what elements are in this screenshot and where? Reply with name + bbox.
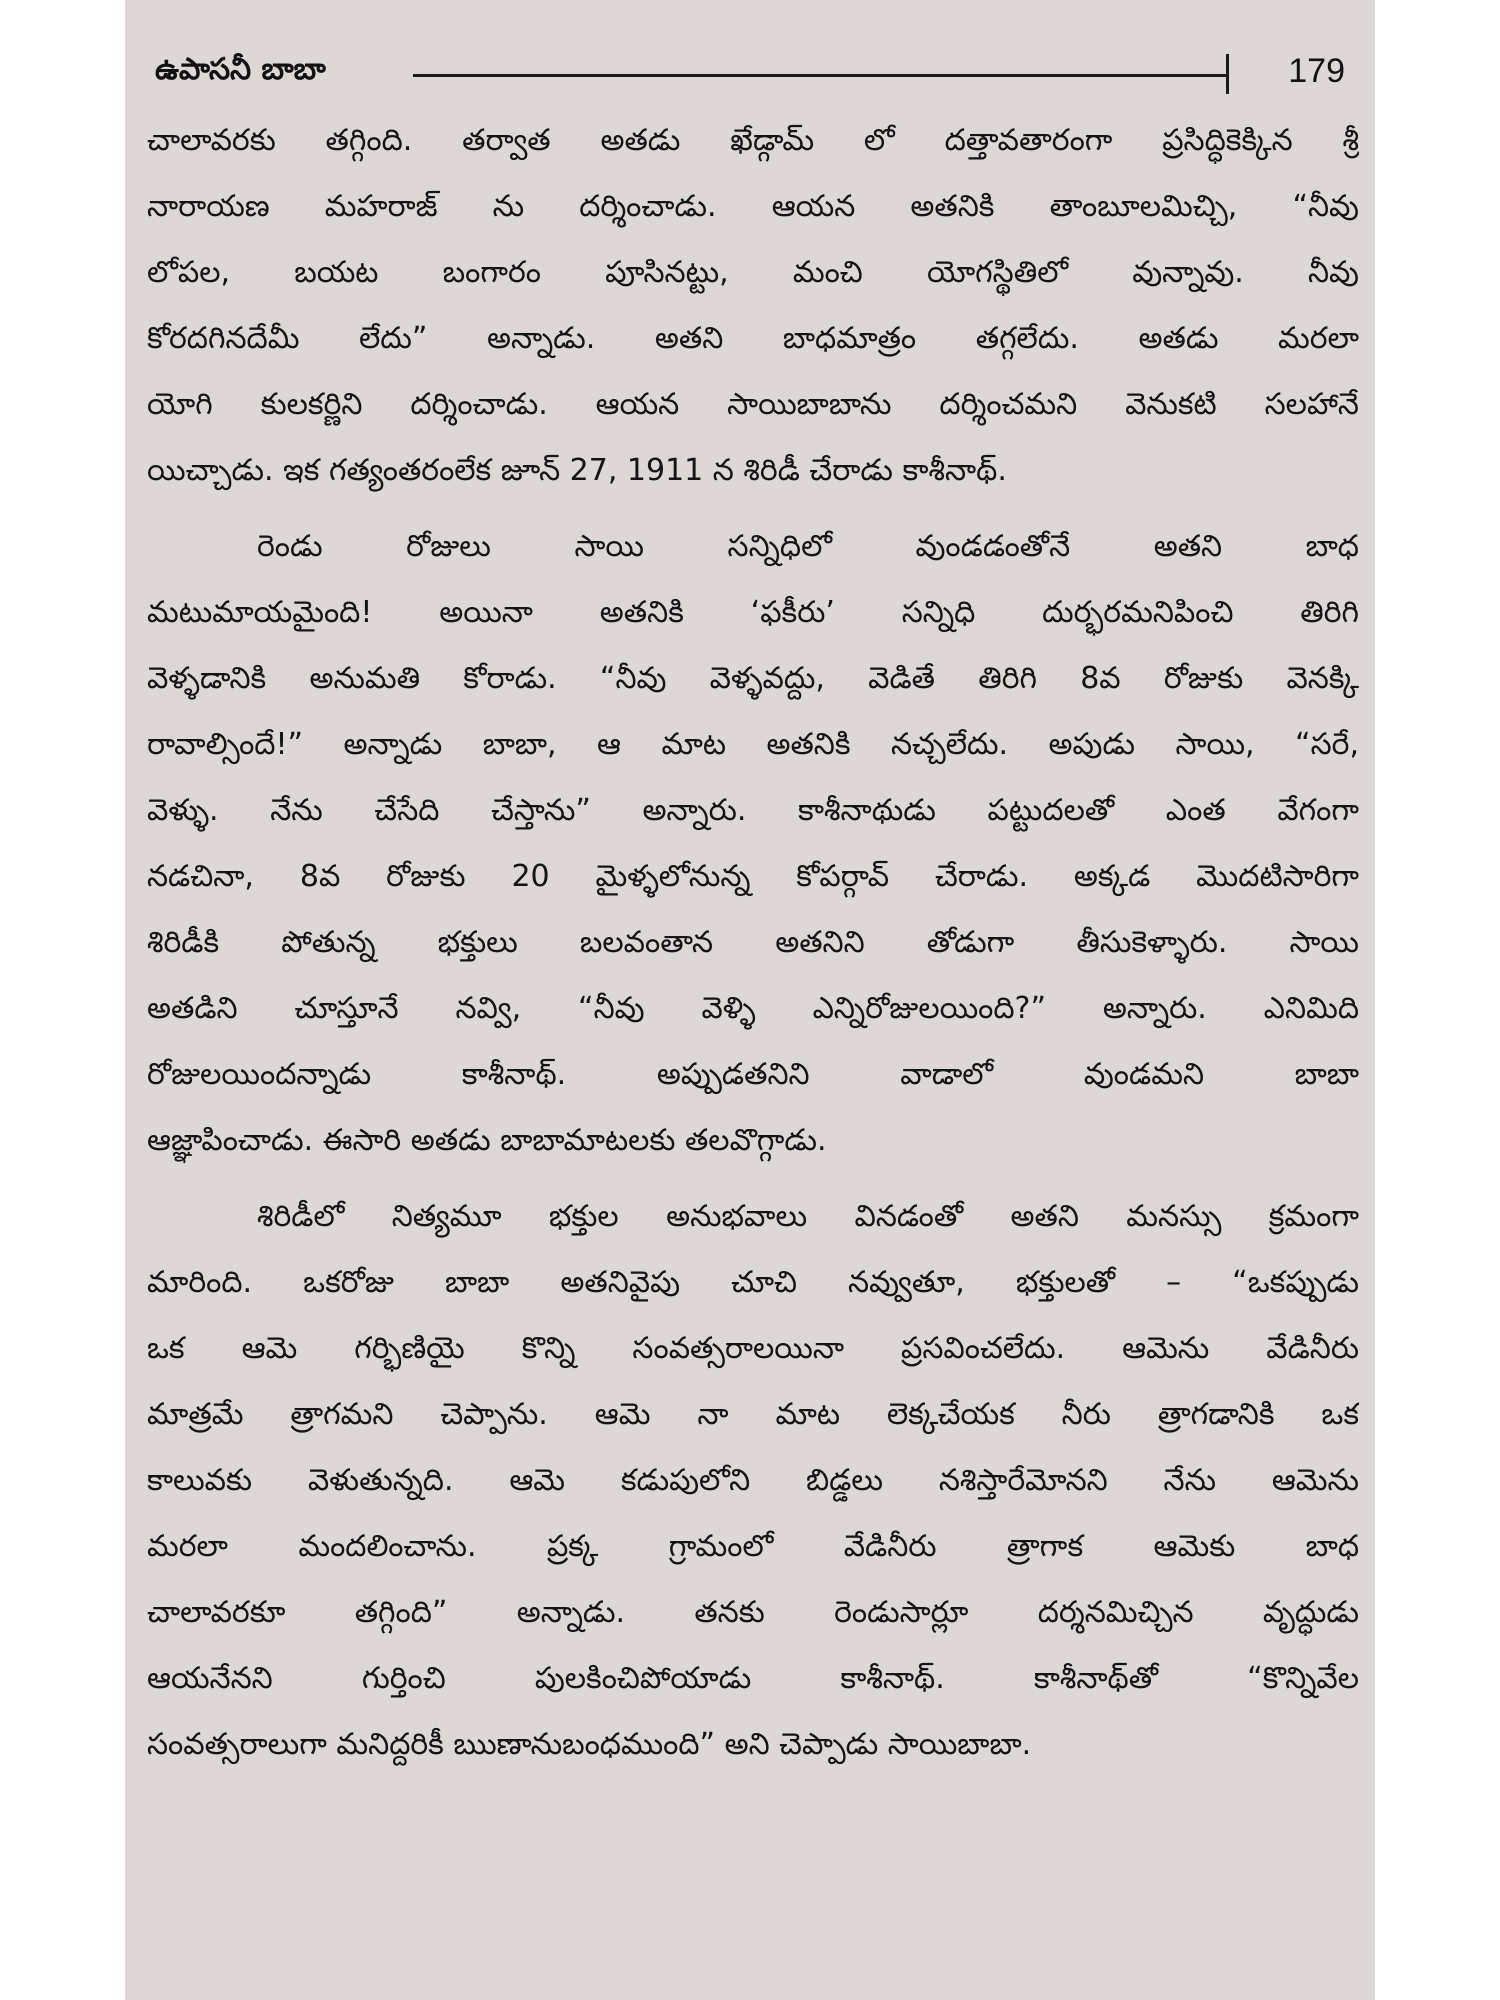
- page-header: [155, 44, 1345, 104]
- text-line: చాలావరకూ తగ్గింది” అన్నాడు. తనకు రెండుసార్లూ దర్శనమిచ్చిన వృద్ధుడు: [147, 1595, 1359, 1630]
- text-line: నారాయణ మహరాజ్ ను దర్శించాడు. ఆయన అతనికి తాంబూలమిచ్చి, “నీవు: [147, 189, 1359, 224]
- text-line: రోజులయిందన్నాడు కాశీనాథ్. అప్పుడతనిని వాడాలో వుండమని బాబా: [147, 1057, 1359, 1092]
- text-line: ఆయనేనని గుర్తించి పులకించిపోయాడు కాశీనాథ్. కాశీనాథ్‌తో “కొన్నివేల: [147, 1661, 1359, 1696]
- text-line: రావాల్సిందే!” అన్నాడు బాబా, ఆ మాట అతనికి నచ్చలేదు. అపుడు సాయి, “సరే,: [147, 727, 1359, 762]
- text-line: వెళ్ళడానికి అనుమతి కోరాడు. “నీవు వెళ్ళవద్దు, వెడితే తిరిగి 8వ రోజుకు వెనక్కి: [147, 661, 1359, 696]
- text-line: రెండు రోజులు సాయి సన్నిధిలో వుండడంతోనే అతని బాధ: [257, 529, 1359, 564]
- text-line: చాలావరకు తగ్గింది. తర్వాత అతడు ఖేడ్గామ్ లో దత్తావతారంగా ప్రసిద్ధికెక్కిన శ్రీ: [147, 123, 1359, 158]
- header-rule: [413, 74, 1228, 77]
- text-line: నడచినా, 8వ రోజుకు 20 మైళ్ళలోనున్న కోపర్గావ్ చేరాడు. అక్కడ మొదటిసారిగా: [147, 859, 1359, 894]
- paragraph: [147, 108, 1359, 504]
- text-line: లోపల, బయట బంగారం పూసినట్టు, మంచి యోగస్థితిలో వున్నావు. నీవు: [147, 255, 1359, 290]
- text-line: కోరదగినదేమీ లేదు” అన్నాడు. అతని బాధమాత్రం తగ్గలేదు. అతడు మరలా: [147, 321, 1359, 356]
- body-text: [147, 108, 1359, 1778]
- text-line: యిచ్చాడు. ఇక గత్యంతరంలేక జూన్ 27, 1911 న శిరిడీ చేరాడు కాశీనాథ్.: [147, 453, 1007, 488]
- text-line: మారింది. ఒకరోజు బాబా అతనివైపు చూచి నవ్వుతూ, భక్తులతో – “ఒకప్పుడు: [147, 1265, 1359, 1300]
- running-title: ఉపాసనీ బాబా: [155, 52, 326, 87]
- paragraph: [147, 514, 1359, 1174]
- text-line: మరలా మందలించాను. ప్రక్క గ్రామంలో వేడినీరు త్రాగాక ఆమెకు బాధ: [147, 1529, 1359, 1564]
- text-line: ఒక ఆమె గర్భిణియై కొన్ని సంవత్సరాలయినా ప్రసవించలేదు. ఆమెను వేడినీరు: [147, 1331, 1359, 1366]
- paragraph: [147, 1184, 1359, 1778]
- text-line: సంవత్సరాలుగా మనిద్దరికీ ఋణానుబంధముంది” అని చెప్పాడు సాయిబాబా.: [147, 1727, 1032, 1762]
- header-rule-end: [1226, 54, 1229, 94]
- text-line: శిరిడీకి పోతున్న భక్తులు బలవంతాన అతనిని తోడుగా తీసుకెళ్ళారు. సాయి: [147, 925, 1359, 960]
- text-line: మటుమాయమైంది! అయినా అతనికి ‘ఫకీరు’ సన్నిధి దుర్భరమనిపించి తిరిగి: [147, 595, 1359, 630]
- text-line: అతడిని చూస్తూనే నవ్వి, “నీవు వెళ్ళి ఎన్నిరోజులయింది?” అన్నారు. ఎనిమిది: [147, 991, 1359, 1026]
- text-line: కాలువకు వెళుతున్నది. ఆమె కడుపులోని బిడ్డలు నశిస్తారేమోనని నేను ఆమెను: [147, 1463, 1359, 1498]
- page-number: 179: [1288, 52, 1345, 90]
- text-line: యోగి కులకర్ణిని దర్శించాడు. ఆయన సాయిబాబాను దర్శించమని వెనుకటి సలహానే: [147, 387, 1359, 422]
- text-line: మాత్రమే త్రాగమని చెప్పాను. ఆమె నా మాట లెక్కచేయక నీరు త్రాగడానికి ఒక: [147, 1397, 1359, 1432]
- text-line: ఆజ్ఞాపించాడు. ఈసారి అతడు బాబామాటలకు తలవొగ్గాడు.: [147, 1123, 827, 1158]
- text-line: శిరిడీలో నిత్యమూ భక్తుల అనుభవాలు వినడంతో అతని మనస్సు క్రమంగా: [257, 1199, 1359, 1234]
- book-page: [125, 0, 1375, 2000]
- text-line: వెళ్ళు. నేను చేసేది చేస్తాను” అన్నారు. కాశీనాథుడు పట్టుదలతో ఎంత వేగంగా: [147, 793, 1359, 828]
